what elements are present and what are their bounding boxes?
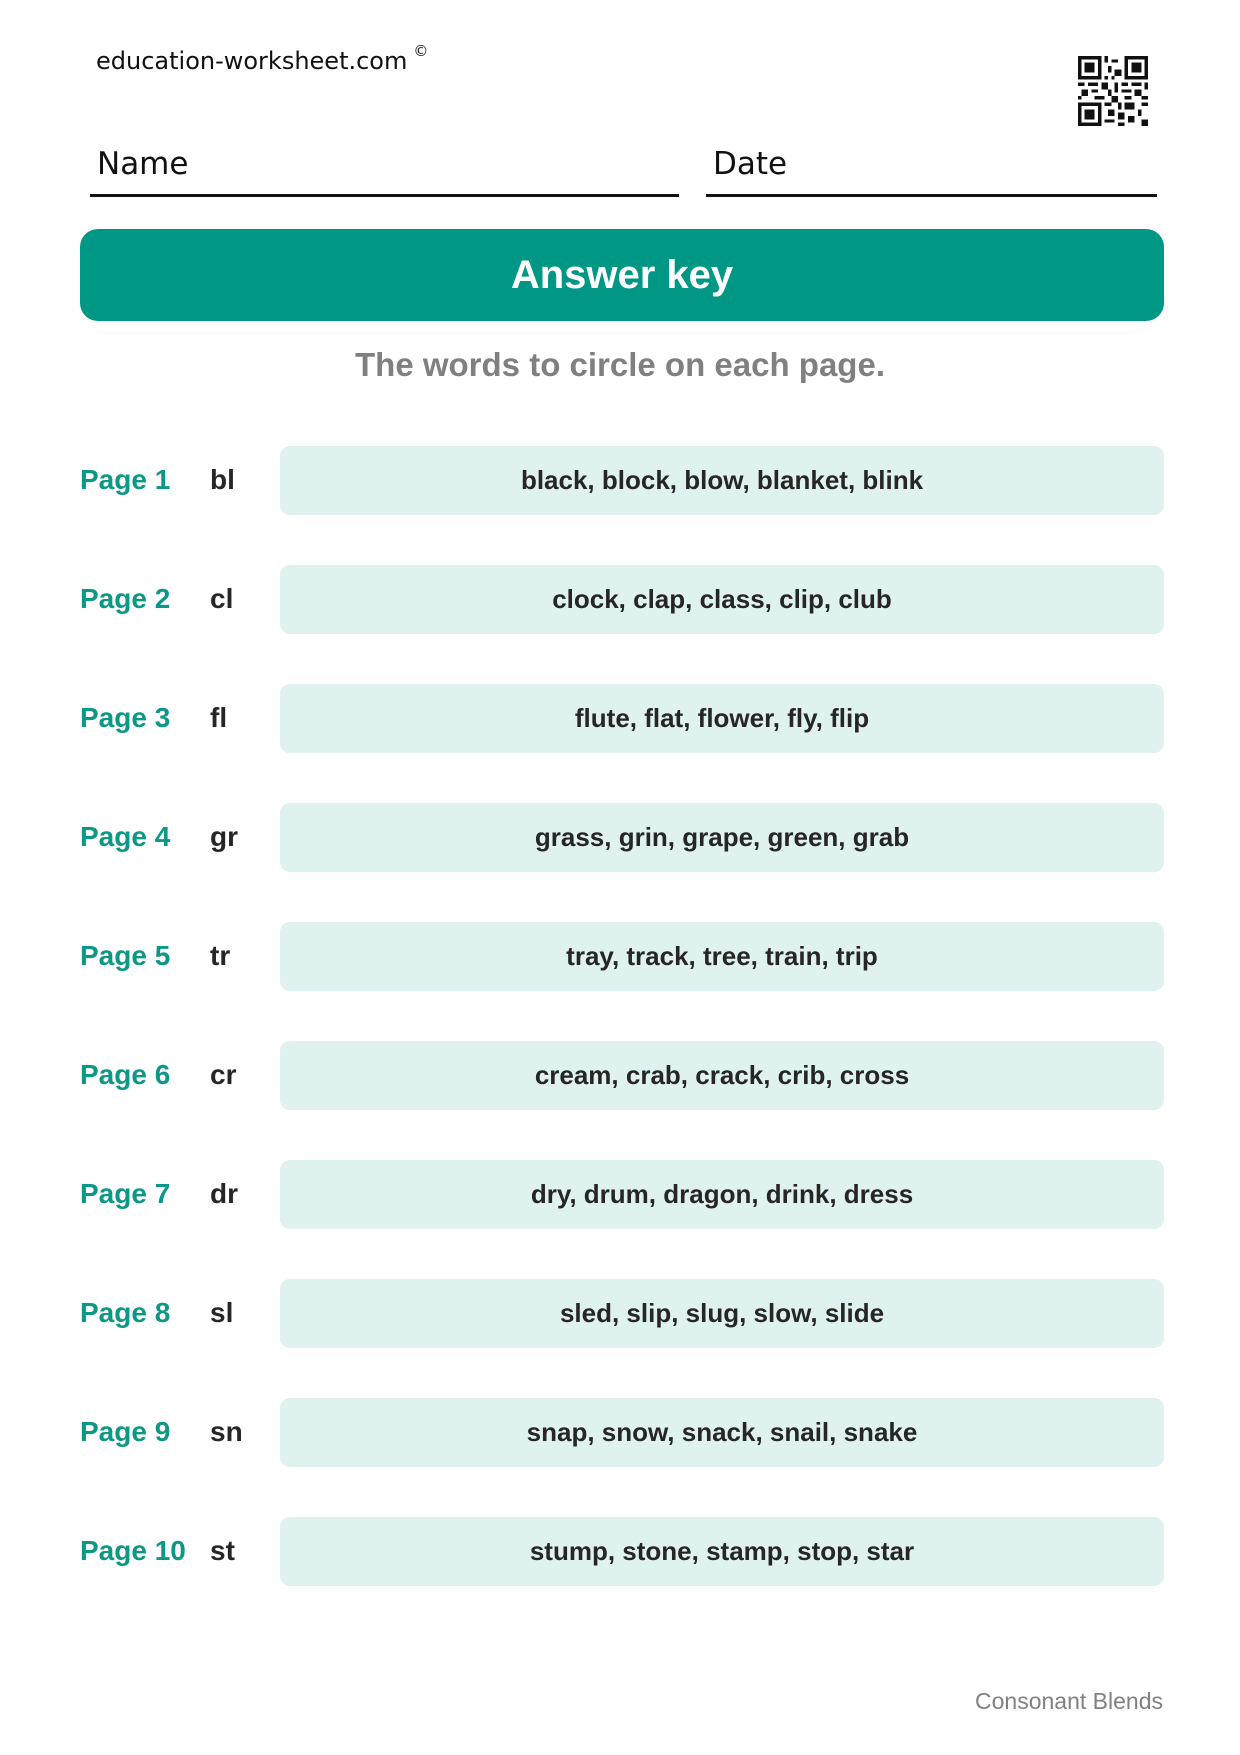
blend-label: bl bbox=[210, 464, 235, 495]
banner-title: Answer key bbox=[510, 252, 734, 297]
site-name: education-worksheet.com bbox=[96, 47, 408, 75]
answer-words: cream, crab, crack, crib, cross bbox=[280, 1041, 1164, 1110]
page-label: Page 6 bbox=[80, 1059, 171, 1090]
answer-row bbox=[80, 1279, 1164, 1348]
worksheet-topic: Consonant Blends bbox=[975, 1688, 1163, 1714]
name-field[interactable] bbox=[90, 140, 679, 197]
answer-list bbox=[80, 446, 1164, 1636]
blend-label: gr bbox=[210, 821, 238, 852]
answer-row bbox=[80, 1398, 1164, 1467]
answer-row bbox=[80, 684, 1164, 753]
page-label: Page 7 bbox=[80, 1178, 171, 1209]
blend-label: cl bbox=[210, 583, 234, 614]
answer-words: black, block, blow, blanket, blink bbox=[280, 446, 1164, 515]
copyright-symbol: © bbox=[413, 42, 429, 60]
page-label: Page 4 bbox=[80, 821, 171, 852]
answer-row bbox=[80, 565, 1164, 634]
page-label: Page 3 bbox=[80, 702, 171, 733]
page-label: Page 2 bbox=[80, 583, 171, 614]
instructions: The words to circle on each page. bbox=[355, 346, 885, 383]
qr-code-icon bbox=[1078, 56, 1148, 126]
blend-label: sl bbox=[210, 1297, 234, 1328]
name-label: Name bbox=[97, 146, 189, 182]
date-label: Date bbox=[713, 146, 788, 182]
page-label: Page 10 bbox=[80, 1535, 186, 1566]
answer-words: snap, snow, snack, snail, snake bbox=[280, 1398, 1164, 1467]
page-label: Page 9 bbox=[80, 1416, 171, 1447]
page-label: Page 8 bbox=[80, 1297, 171, 1328]
date-field[interactable] bbox=[706, 140, 1157, 197]
blend-label: sn bbox=[210, 1416, 243, 1447]
page-label: Page 1 bbox=[80, 464, 171, 495]
answer-key-banner bbox=[80, 229, 1164, 321]
page-label: Page 5 bbox=[80, 940, 171, 971]
blend-label: fl bbox=[210, 702, 228, 733]
answer-row bbox=[80, 803, 1164, 872]
answer-row bbox=[80, 1160, 1164, 1229]
answer-row bbox=[80, 1041, 1164, 1110]
answer-row bbox=[80, 1517, 1164, 1586]
answer-words: clock, clap, class, clip, club bbox=[280, 565, 1164, 634]
blend-label: st bbox=[210, 1535, 235, 1566]
site-credit bbox=[96, 42, 429, 75]
blend-label: dr bbox=[210, 1178, 238, 1209]
answer-words: sled, slip, slug, slow, slide bbox=[280, 1279, 1164, 1348]
answer-words: flute, flat, flower, fly, flip bbox=[280, 684, 1164, 753]
answer-words: tray, track, tree, train, trip bbox=[280, 922, 1164, 991]
answer-words: grass, grin, grape, green, grab bbox=[280, 803, 1164, 872]
answer-words: dry, drum, dragon, drink, dress bbox=[280, 1160, 1164, 1229]
blend-label: cr bbox=[210, 1059, 237, 1090]
blend-label: tr bbox=[210, 940, 231, 971]
answer-row bbox=[80, 922, 1164, 991]
answer-words: stump, stone, stamp, stop, star bbox=[280, 1517, 1164, 1586]
answer-row bbox=[80, 446, 1164, 515]
